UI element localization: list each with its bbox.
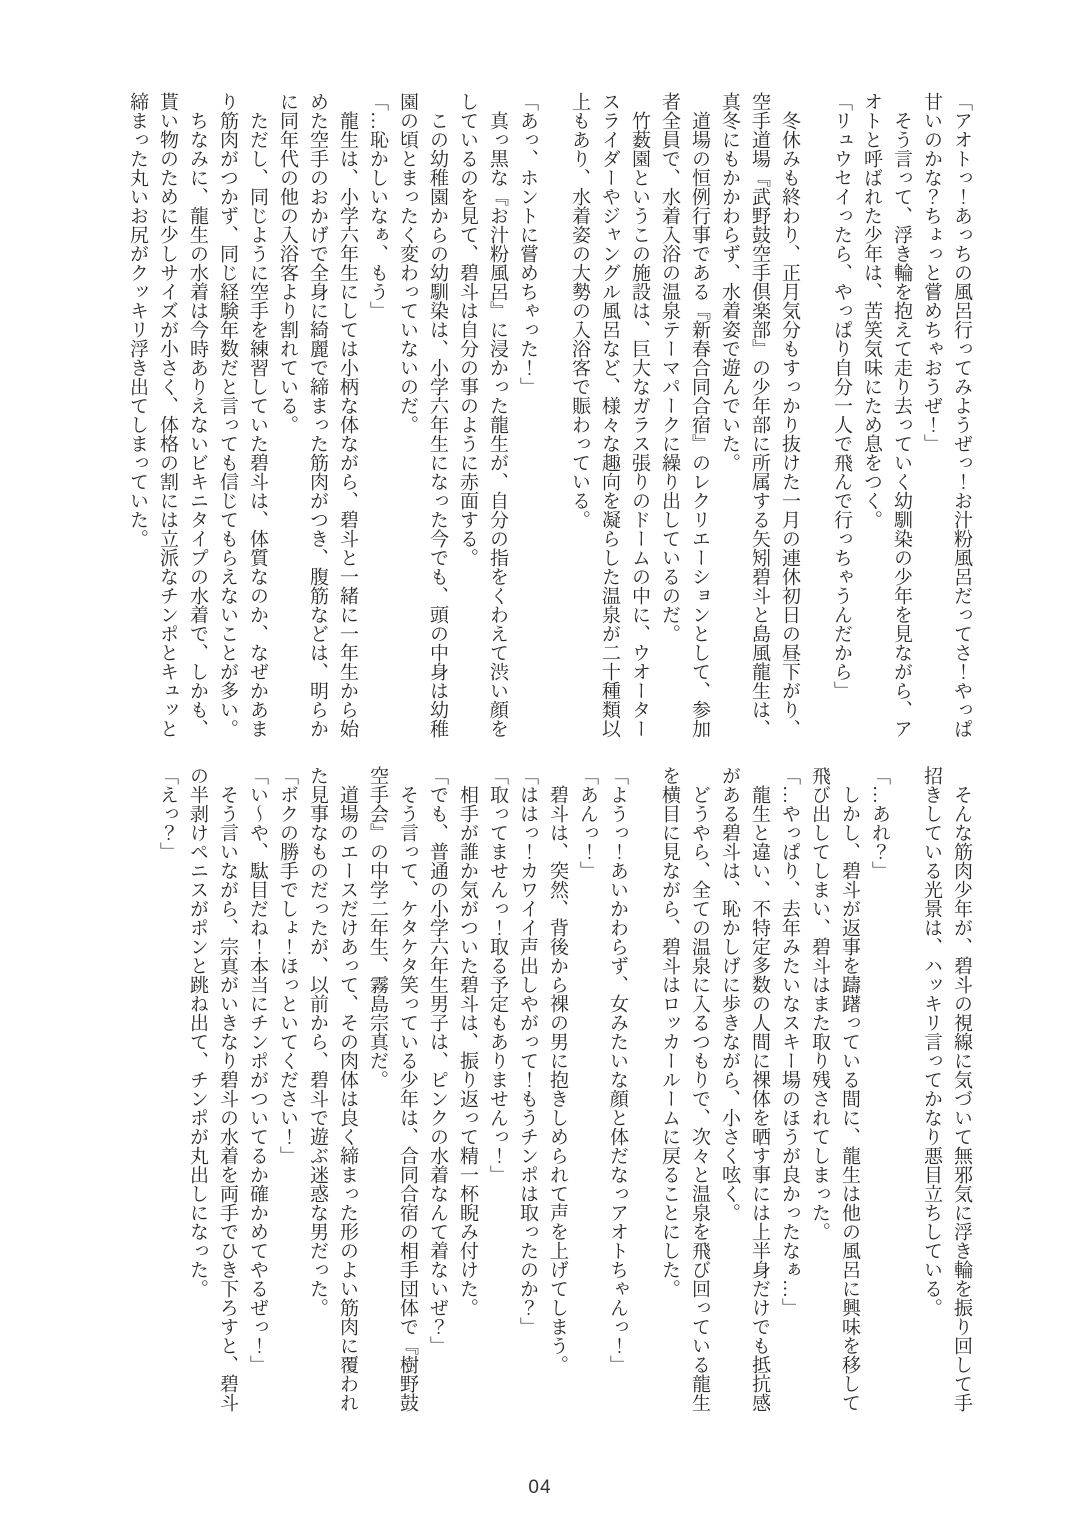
paragraph: 竹薮園というこの施設は、巨大なガラス張りのドームの中に、ウオータースライダーやジャングル風呂など、様々な趣向を凝らした温泉が二十種類以上もあり、水着姿の大勢の入浴客で賑わっている。 <box>569 92 650 738</box>
paragraph: 「リュウセイったら、やっぱり自分一人で飛んで行っちゃうんだから」 <box>831 92 852 700</box>
paragraph: 「…やっぱり、去年みたいなスキー場のほうが良かったなぁ…」 <box>779 766 800 1317</box>
paragraph: 冬休みも終わり、正月気分もすっかり抜けた一月の連休初日の昼下がり、空手道場『武野鼓空手倶楽部』の少年部に所属する矢矧碧斗と島風龍生は、真冬にもかかわらず、水着姿で遊んでいた。 <box>719 92 800 738</box>
paragraph: 「取ってませんっ！取る予定もありませんっ！」 <box>487 766 508 1184</box>
paragraph: 「アオトっ！あっちの風呂行ってみようぜっ！お汁粉風呂だってさ！やっぱ甘いのかな？ちょっと嘗めちゃおうぜ！」 <box>921 92 972 738</box>
paragraph: 「えっ？」 <box>157 766 178 861</box>
text-block-top <box>122 92 976 740</box>
paragraph: 龍生と違い、不特定多数の人間に裸体を晒す事には上半身だけでも抵抗感がある碧斗は、恥かしげに歩きながら、小さく呟く。 <box>719 766 770 1412</box>
scene-break-spacer <box>804 92 826 740</box>
paragraph: 「でも、普通の小学六年生男子は、ピンクの水着なんて着ないぜ？」 <box>427 766 448 1355</box>
paragraph: 「ボクの勝手でしょ！ほっといてください！」 <box>277 766 298 1165</box>
paragraph: 「…恥かしいなぁ、もう」 <box>367 92 388 320</box>
paragraph: そう言って、浮き輪を抱えて走り去っていく幼馴染の少年を見ながら、アオトと呼ばれた少年は、苦笑気味にため息をつく。 <box>861 92 912 738</box>
paragraph: そう言いながら、宗真がいきなり碧斗の水着を両手でひき下ろすと、碧斗の半剥けペニスがポンと跳ね出て、チンポが丸出しになった。 <box>187 766 238 1412</box>
paragraph: 「あんっ！」 <box>577 766 598 880</box>
scene-break-spacer <box>632 766 654 1414</box>
paragraph: 「ははっ！カワイイ声出しやがって！もうチンポは取ったのか？」 <box>517 766 538 1336</box>
paragraph: 龍生は、小学六年生にしては小柄な体ながら、碧斗と一緒に一年生から始めた空手のおかげで全身に綺麗で締まった筋肉がつき、腹筋などは、明らかに同年代の他の入浴客より割れている。 <box>277 92 358 738</box>
paragraph: 道場のエースだけあって、その肉体は良く締まった形のよい筋肉に覆われた見事なものだったが、以前から、碧斗で遊ぶ迷惑な男だった。 <box>307 766 358 1412</box>
paragraph: 「い〜や、駄目だね！本当にチンポがついてるか確かめてやるぜっ！」 <box>247 766 268 1374</box>
paragraph: 「あっ、ホントに嘗めちゃった！」 <box>517 92 538 396</box>
paragraph: 「ようっ！あいかわらず、女みたいな顔と体だなっアオトちゃんっ！」 <box>607 766 628 1374</box>
paragraph: 道場の恒例行事である『新春合同合宿』のレクリエーションとして、参加者全員で、水着入浴の温泉テーマパークに繰り出しているのだ。 <box>659 92 710 738</box>
scene-break-spacer <box>542 92 564 740</box>
paragraph: ただし、同じように空手を練習していた碧斗は、体質なのか、なぜかあまり筋肉がつかず、同じ経験年数だと言っても信じてもらえないことが多い。 <box>217 92 268 738</box>
paragraph: どうやら、全ての温泉に入るつもりで、次々と温泉を飛び回っている龍生を横目に見ながら、碧斗はロッカールームに戻ることにした。 <box>659 766 710 1412</box>
text-block-bottom <box>152 766 976 1414</box>
scene-break-spacer <box>894 766 916 1414</box>
page-number: 04 <box>528 1477 552 1498</box>
paragraph: 「…あれ？」 <box>869 766 890 880</box>
paragraph: ちなみに、龍生の水着は今時ありえないビキニタイプの水着で、しかも、貰い物のために少しサイズが小さく、体格の割には立派なチンポとキュッと締まった丸いお尻がクッキリ浮き出てしまっていた。 <box>127 92 208 738</box>
paragraph: しかし、碧斗が返事を躊躇っている間に、龍生は他の風呂に興味を移して飛び出してしまい、碧斗はまた取り残されてしまった。 <box>809 766 860 1412</box>
paragraph: 相手が誰か気がついた碧斗は、振り返って精一杯睨み付けた。 <box>457 766 478 1317</box>
paragraph: 碧斗は、突然、背後から裸の男に抱きしめられて声を上げてしまう。 <box>547 766 568 1374</box>
paragraph: そう言って、ケタケタ笑っている少年は、合同合宿の相手団体で『樹野鼓空手会』の中学二年生、霧島宗真だ。 <box>367 766 418 1412</box>
paragraph: この幼稚園からの幼馴染は、小学六年生になった今でも、頭の中身は幼稚園の頃とまったく変わっていないのだ。 <box>397 92 448 738</box>
paragraph: そんな筋肉少年が、碧斗の視線に気づいて無邪気に浮き輪を振り回して手招きしている光景は、ハッキリ言ってかなり悪目立ちしている。 <box>921 766 972 1412</box>
paragraph: 真っ黒な『お汁粉風呂』に浸かった龍生が、自分の指をくわえて渋い顔をしているのを見て、碧斗は自分の事のように赤面する。 <box>457 92 508 738</box>
